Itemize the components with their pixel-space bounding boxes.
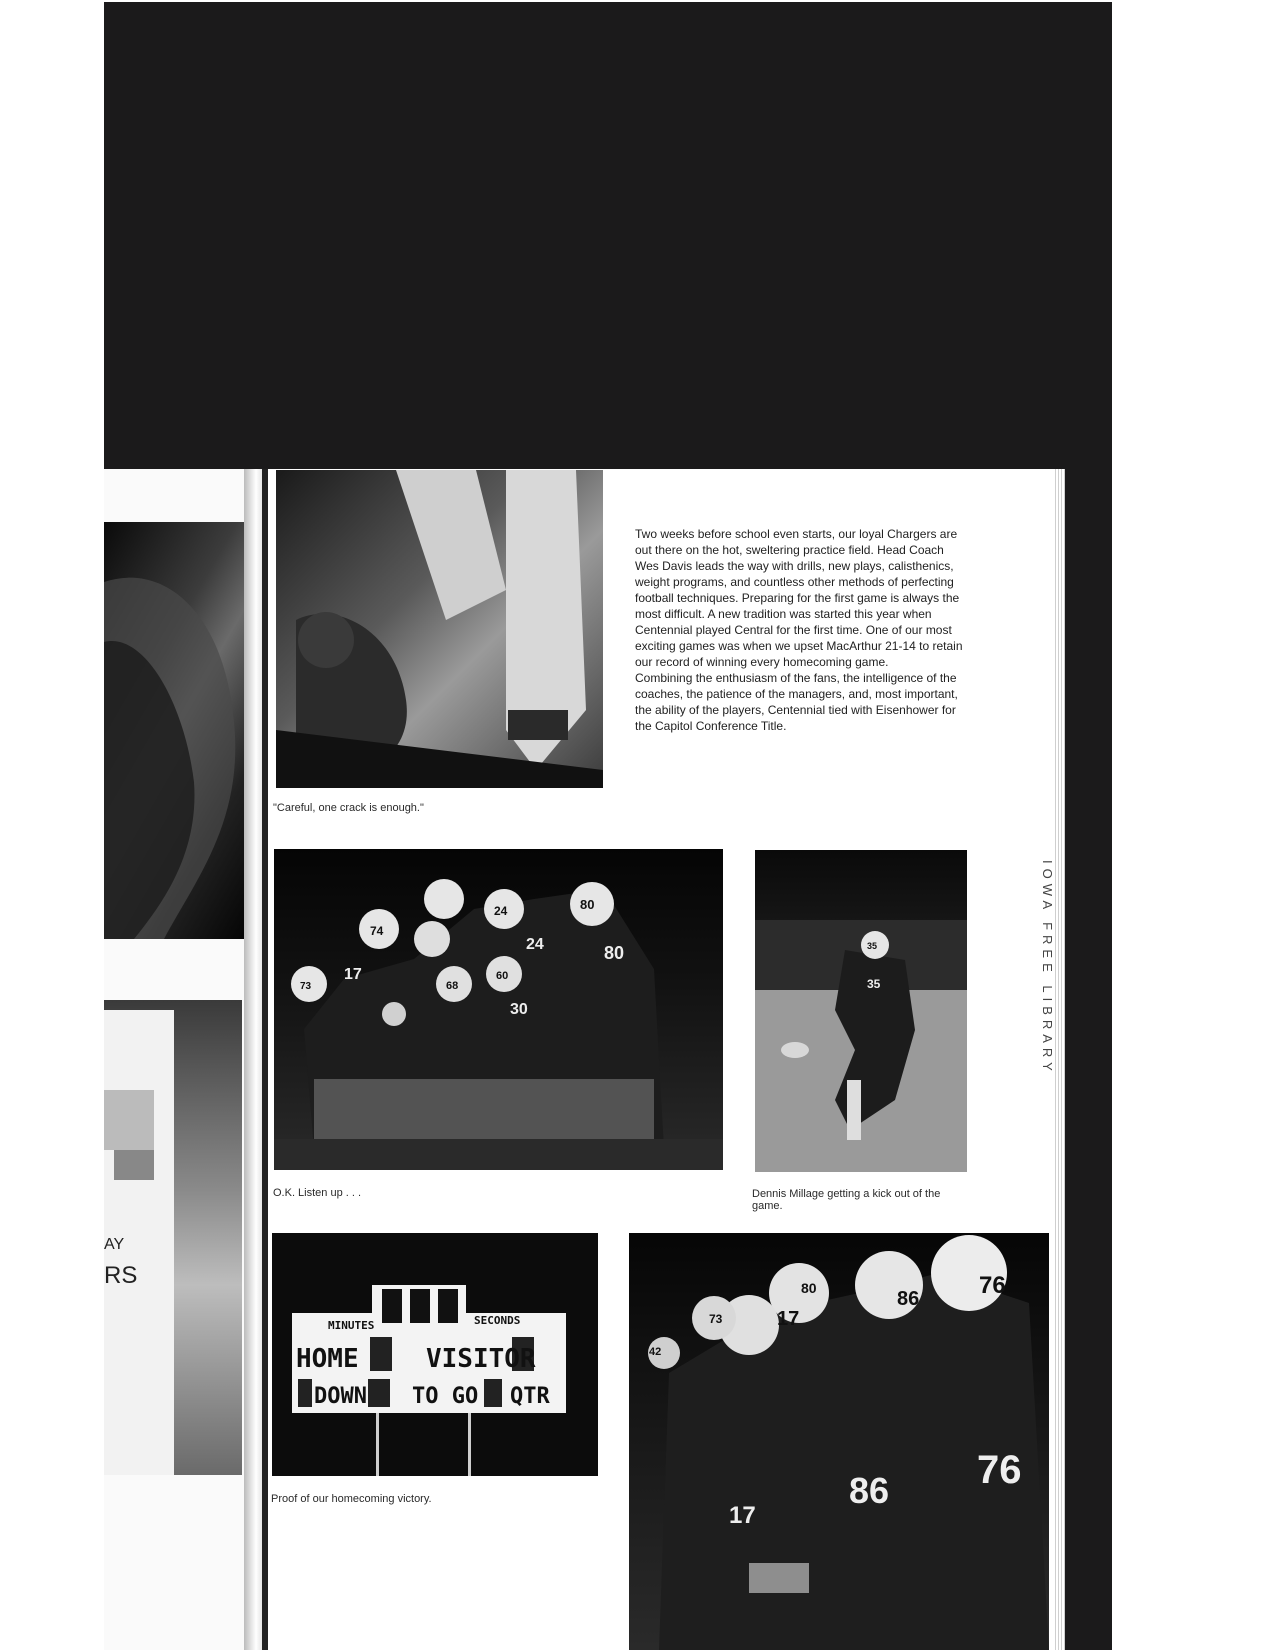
pileup-caption: "Careful, one crack is enough." [273, 802, 424, 814]
scoreboard-seconds: SECONDS [474, 1314, 521, 1327]
huddle-players-shapes [274, 849, 723, 1170]
scoreboard-qtr: QTR [510, 1384, 550, 1409]
portrait-hair-shape [104, 522, 244, 939]
huddle-jersey-number: 80 [604, 943, 625, 963]
huddle-jersey-number: 73 [300, 981, 312, 992]
huddle-jersey-number: 30 [510, 1001, 528, 1018]
sideline-jersey-number: 86 [897, 1288, 920, 1310]
scoreboard-to-go: TO GO [412, 1384, 479, 1409]
library-stamp: IOWA FREE LIBRARY [1040, 860, 1055, 1076]
sideline-jersey-number: 73 [709, 1312, 723, 1326]
pileup-players-shapes [276, 470, 603, 788]
sideline-jersey-number: 17 [777, 1308, 800, 1330]
kicker-photo [755, 850, 967, 1172]
left-poster-photo [104, 1000, 242, 1475]
scoreboard-minutes: MINUTES [328, 1319, 375, 1332]
scoreboard-photo [272, 1233, 598, 1476]
kicker-shapes [755, 850, 967, 1172]
article-paragraph-1: Two weeks before school even starts, our loyal Chargers are out there on the hot, sweltering practice field. Head Coach Wes Davis leads the way with drills, new plays, calisthenics, weight programs, and countless other methods of perfecting football techniques. Preparing for the first game is always the most difficult. A new tradition was started this year when Centennial played Central for the first time. One of our most exciting games was when we upset MacArthur 21-14 to retain our record of winning every homecoming game. [635, 527, 963, 669]
sideline-jersey-number: 76 [977, 1448, 1022, 1492]
sideline-jersey-number: 86 [849, 1470, 890, 1511]
scoreboard-shape [272, 1233, 598, 1476]
scoreboard-visitor: VISITOR [426, 1344, 536, 1374]
huddle-jersey-number: 17 [344, 966, 362, 983]
scoreboard-down: DOWN [314, 1384, 367, 1409]
huddle-jersey-number: 74 [370, 924, 384, 938]
huddle-jersey-number: 24 [526, 936, 544, 953]
huddle-photo [274, 849, 723, 1170]
binding-gutter-line [262, 469, 268, 1650]
scan-background-top [104, 2, 1112, 469]
huddle-jersey-number: 68 [446, 980, 459, 992]
poster-text-line2: RS [104, 1262, 138, 1289]
kicker-jersey-number: 35 [867, 977, 881, 991]
huddle-jersey-number: 60 [496, 970, 509, 982]
huddle-jersey-number: 80 [580, 897, 595, 912]
poster-text-line1: AY [104, 1236, 125, 1253]
left-portrait-photo [104, 522, 244, 939]
pileup-photo [276, 470, 603, 788]
page-edge-lines [1055, 469, 1065, 1650]
article-paragraph-2: Combining the enthusiasm of the fans, the intelligence of the coaches, the patience of the managers, and, most important, the ability of the players, Centennial tied with Eisenhower for the Capitol Conference Title. [635, 671, 958, 733]
sideline-jersey-number: 76 [979, 1272, 1006, 1299]
sideline-photo [629, 1233, 1049, 1650]
kicker-jersey-number: 35 [867, 941, 878, 951]
huddle-caption: O.K. Listen up . . . [273, 1187, 362, 1199]
sideline-players-shapes [629, 1233, 1049, 1650]
article-text [635, 526, 967, 734]
scoreboard-caption: Proof of our homecoming victory. [271, 1493, 432, 1505]
binding-gutter [244, 469, 264, 1650]
kicker-caption: Dennis Millage getting a kick out of the game. [752, 1188, 941, 1212]
sideline-jersey-number: 80 [801, 1280, 817, 1296]
scan-background-right [1065, 469, 1112, 1650]
scoreboard-home: HOME [296, 1344, 359, 1374]
sideline-jersey-number: 42 [649, 1346, 662, 1358]
sideline-jersey-number: 17 [729, 1502, 756, 1529]
huddle-jersey-number: 24 [494, 904, 508, 918]
